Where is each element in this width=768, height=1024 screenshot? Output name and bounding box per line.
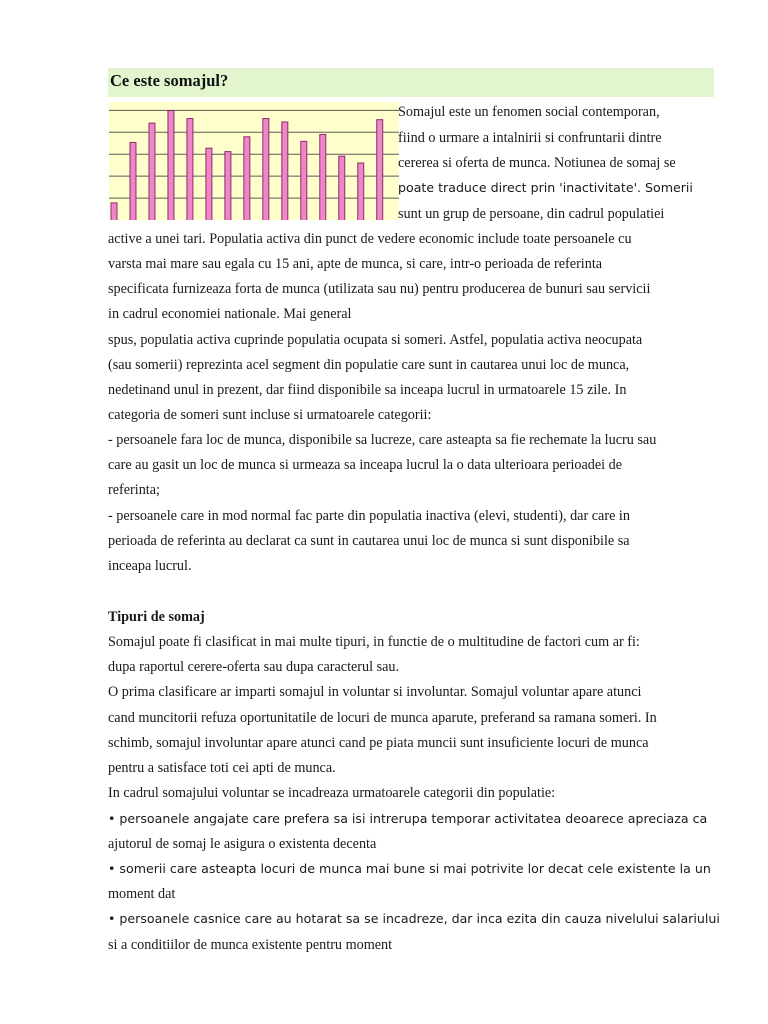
paragraph-line: active a unei tari. Populatia activa din punct de vedere economic include toate persoanele cu: [108, 231, 632, 247]
paragraph-line: In cadrul somajului voluntar se incadreaza urmatoarele categorii din populatie:: [108, 785, 556, 801]
section-heading-bar: [108, 68, 714, 97]
chart-bar: [244, 137, 250, 220]
paragraph-line: specificata furnizeaza forta de munca (utilizata sau nu) pentru producerea de bunuri sau servicii: [108, 281, 651, 297]
bullet-item: si a conditiilor de munca existente pentru moment: [108, 937, 393, 953]
paragraph-line: varsta mai mare sau egala cu 15 ani, apte de munca, si care, intr-o perioada de referinta: [108, 256, 603, 272]
bullet-item: • somerii care asteapta locuri de munca mai bune si mai potrivite lor decat cele existente la un: [108, 861, 711, 876]
chart-bar: [168, 111, 174, 220]
chart-bar: [263, 119, 269, 220]
bullet-item: moment dat: [108, 886, 176, 902]
subheading: Tipuri de somaj: [108, 609, 205, 625]
bar-chart-svg: [109, 102, 399, 220]
section-heading: Ce este somajul?: [110, 71, 229, 90]
chart-bar: [111, 203, 117, 220]
bullet-item: • persoanele casnice care au hotarat sa se incadreze, dar inca ezita din cauza nivelului salariului: [108, 911, 720, 926]
paragraph-line: categoria de someri sunt incluse si urmatoarele categorii:: [108, 407, 432, 423]
bullet-item: • persoanele angajate care prefera sa isi intrerupa temporar activitatea deoarece apreciaza ca: [108, 811, 708, 826]
paragraph-line: pentru a satisface toti cei apti de munca.: [108, 760, 336, 776]
paragraph-line: nedetinand unul in prezent, dar fiind disponibile sa inceapa lucrul in urmatoarele 15 zile. In: [108, 382, 627, 398]
list-item: care au gasit un loc de munca si urmeaza sa inceapa lucrul la o data ulterioara perioadei de: [108, 457, 623, 473]
bullet-item: ajutorul de somaj le asigura o existenta decenta: [108, 836, 377, 852]
paragraph-line: in cadrul economiei nationale. Mai general: [108, 306, 352, 322]
chart-bar: [301, 141, 307, 220]
list-item: perioada de referinta au declarat ca sunt in cautarea unui loc de munca si sunt disponibile sa: [108, 533, 630, 549]
chart-bar: [358, 163, 364, 220]
paragraph-line: (sau somerii) reprezinta acel segment din populatie care sunt in cautarea unui loc de munca,: [108, 357, 630, 373]
paragraph-line: O prima clasificare ar imparti somajul in voluntar si involuntar. Somajul voluntar apare atunci: [108, 684, 642, 700]
chart-bar: [187, 119, 193, 220]
paragraph-line: dupa raportul cerere-oferta sau dupa caracterul sau.: [108, 659, 400, 675]
chart-bar: [149, 123, 155, 220]
chart-bar: [282, 122, 288, 220]
chart-bar: [320, 135, 326, 221]
paragraph-line: cand muncitorii refuza oportunitatile de locuri de munca aparute, preferand sa ramana someri. In: [108, 710, 657, 726]
chart-bar: [339, 156, 345, 220]
list-item: inceapa lucrul.: [108, 558, 192, 574]
paragraph-line: poate traduce direct prin 'inactivitate'. Somerii: [398, 180, 693, 195]
paragraph-line: Somajul poate fi clasificat in mai multe tipuri, in functie de o multitudine de factori cum ar fi:: [108, 634, 640, 650]
paragraph-line: Somajul este un fenomen social contemporan,: [398, 104, 660, 120]
bar-chart: [109, 102, 399, 220]
paragraph-line: fiind o urmare a intalnirii si confruntarii dintre: [398, 130, 662, 146]
list-item: - persoanele care in mod normal fac parte din populatia inactiva (elevi, studenti), dar care in: [108, 508, 630, 524]
chart-bar: [130, 142, 136, 220]
list-item: - persoanele fara loc de munca, disponibile sa lucreze, care asteapta sa fie rechemate la lucru sau: [108, 432, 657, 448]
paragraph-line: spus, populatia activa cuprinde populatia ocupata si someri. Astfel, populatia activa neocupata: [108, 332, 643, 348]
paragraph-line: sunt un grup de persoane, din cadrul populatiei: [398, 206, 665, 222]
chart-bar: [206, 148, 212, 220]
chart-bar: [377, 120, 383, 220]
list-item: referinta;: [108, 482, 160, 498]
chart-bar: [225, 152, 231, 220]
paragraph-line: cererea si oferta de munca. Notiunea de somaj se: [398, 155, 676, 171]
paragraph-line: schimb, somajul involuntar apare atunci cand pe piata muncii sunt insuficiente locuri de munca: [108, 735, 649, 751]
